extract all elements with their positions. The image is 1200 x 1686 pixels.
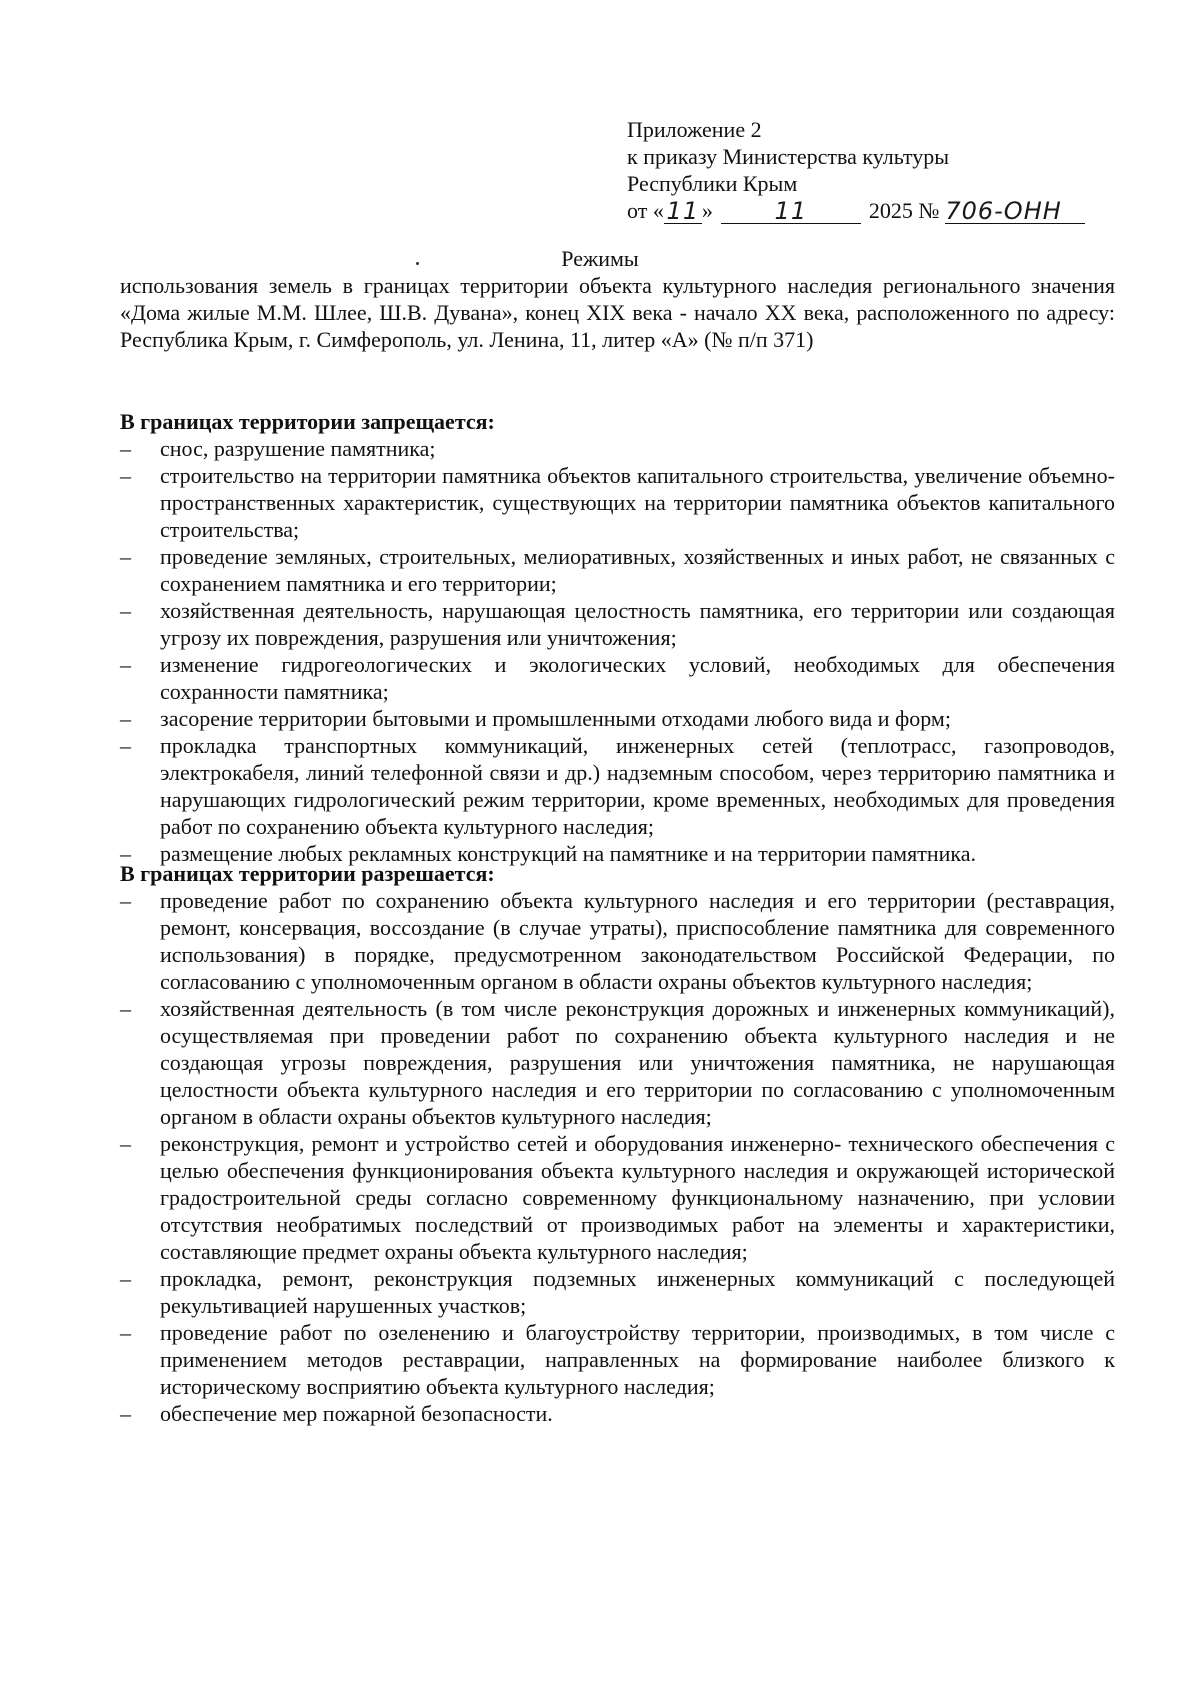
list-item: [120, 462, 1115, 543]
list-item: [120, 887, 1115, 995]
list-item: [120, 705, 1115, 732]
bullet-dash: –: [120, 652, 131, 677]
date-day-close: »: [701, 198, 713, 223]
list-item-text: реконструкция, ремонт и устройство сетей и оборудования инженерно- технического обеспечения с целью обеспечения функционирования объекта культурного наследия и окружающей исторической градостроительной среды согласно современному функциональному назначению, при условии отсутствия необратимых последствий от производимых работ на элементы и характеристики, составляющие предмет охраны объекта культурного наследия;: [160, 1131, 1115, 1264]
bullet-dash: –: [120, 841, 131, 866]
section-heading-allowed: В границах территории разрешается:: [120, 861, 495, 886]
list-item-text: проведение работ по сохранению объекта культурного наследия и его территории (реставрация, ремонт, консервация, воссоздание (в случае утраты), приспособление памятника для современного использования) в порядке, предусмотренном законодательством Российской Федерации, по согласованию с уполномоченным органом в области охраны объектов культурного наследия;: [160, 888, 1115, 994]
bullet-dash: –: [120, 598, 131, 623]
list-item-text: снос, разрушение памятника;: [160, 436, 436, 461]
list-item-text: проведение земляных, строительных, мелиоративных, хозяйственных и иных работ, не связанных с сохранением памятника и его территории;: [160, 544, 1115, 596]
bullet-dash: –: [120, 1320, 131, 1345]
list-item: [120, 651, 1115, 705]
bullet-dash: –: [120, 463, 131, 488]
list-item: [120, 1265, 1115, 1319]
bullet-dash: –: [120, 1266, 131, 1291]
list-item-text: обеспечение мер пожарной безопасности.: [160, 1401, 553, 1426]
list-item: [120, 1130, 1115, 1265]
list-item-text: прокладка, ремонт, реконструкция подземных инженерных коммуникаций с последующей рекультивацией нарушенных участков;: [160, 1266, 1115, 1318]
section-heading-prohibited: В границах территории запрещается:: [120, 409, 495, 434]
list-item: [120, 995, 1115, 1130]
list-item-text: прокладка транспортных коммуникаций, инженерных сетей (теплотрасс, газопроводов, электрокабеля, линий телефонной связи и др.) надземным способом, через территорию памятника и нарушающих гидрологический режим территории, кроме временных, необходимых для проведения работ по сохранению объекта культурного наследия;: [160, 733, 1115, 839]
date-year-number-label: 2025 №: [868, 198, 940, 223]
appendix-block: [627, 116, 1107, 224]
allowed-list: [120, 887, 1115, 1427]
section-allowed: [120, 860, 1115, 1427]
list-item-text: проведение работ по озеленению и благоустройству территории, производимых, в том числе с применением методов реставрации, направленных на формирование наиболее близкого к историческому восприятию объекта культурного наследия;: [160, 1320, 1115, 1399]
date-day-handwritten: 11: [664, 199, 702, 224]
list-item-text: изменение гидрогеологических и экологических условий, необходимых для обеспечения сохранности памятника;: [160, 652, 1115, 704]
list-item-text: хозяйственная деятельность (в том числе реконструкция дорожных и инженерных коммуникаций), осуществляемая при проведении работ по сохранению объекта культурного наследия и не создающая угрозы повреждения, разрушения или уничтожения памятника, не нарушающая целостности объекта культурного наследия и его территории по согласованию с уполномоченным органом в области охраны объектов культурного наследия;: [160, 996, 1115, 1129]
bullet-dash: –: [120, 1401, 131, 1426]
bullet-dash: –: [120, 1131, 131, 1156]
order-number-handwritten: 706-ОНН: [945, 199, 1085, 224]
list-item-text: засорение территории бытовыми и промышленными отходами любого вида и форм;: [160, 706, 951, 731]
list-item: [120, 597, 1115, 651]
appendix-title: Приложение 2: [627, 117, 762, 142]
list-item: [120, 1319, 1115, 1400]
bullet-dash: –: [120, 733, 131, 758]
section-prohibited: [120, 408, 1115, 867]
list-item-text: размещение любых рекламных конструкций на памятнике и на территории памятника.: [160, 841, 976, 866]
bullet-dash: –: [120, 436, 131, 461]
bullet-dash: –: [120, 706, 131, 731]
bullet-dash: –: [120, 544, 131, 569]
bullet-dash: –: [120, 996, 131, 1021]
document-title: Режимы: [561, 246, 639, 271]
list-item: [120, 435, 1115, 462]
list-item: [120, 543, 1115, 597]
date-prefix: от «: [627, 198, 664, 223]
document-intro: использования земель в границах территории объекта культурного наследия регионального значения «Дома жилые М.М. Шлее, Ш.В. Дувана», конец XIX века - начало XX века, расположенного по адресу: Республика Крым, г. Симферополь, ул. Ленина, 11, литер «А» (№ п/п 371): [120, 273, 1115, 352]
list-item: [120, 732, 1115, 840]
appendix-region: Республики Крым: [627, 171, 798, 196]
bullet-dash: –: [120, 888, 131, 913]
date-month-handwritten: 11: [721, 199, 861, 224]
list-item-text: строительство на территории памятника объектов капитального строительства, увеличение объемно-пространственных характеристик, существующих на территории памятника объектов капитального строительства;: [160, 463, 1115, 542]
prohibited-list: [120, 435, 1115, 867]
list-item-text: хозяйственная деятельность, нарушающая целостность памятника, его территории или создающая угрозу их повреждения, разрушения или уничтожения;: [160, 598, 1115, 650]
appendix-order-ref: к приказу Министерства культуры: [627, 144, 950, 169]
appendix-date-line: [627, 197, 1107, 224]
list-item: [120, 1400, 1115, 1427]
